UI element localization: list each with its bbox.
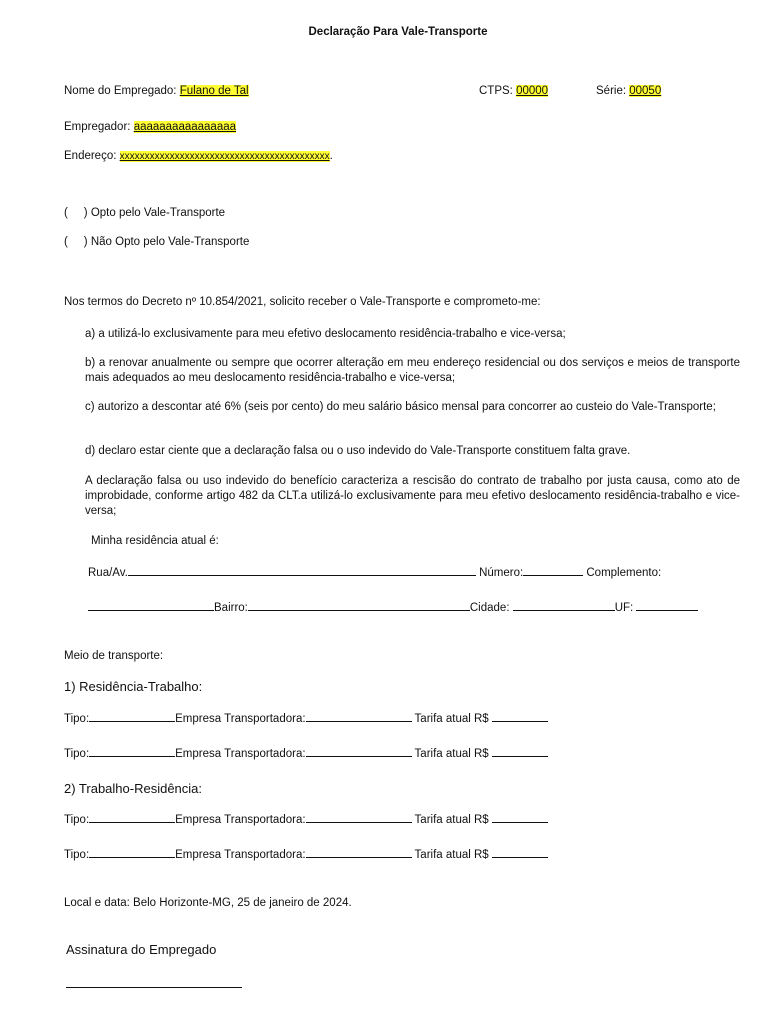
employer-row (64, 121, 236, 133)
bairro-field[interactable] (248, 599, 470, 611)
complement-field[interactable] (88, 599, 214, 611)
empresa-label: Empresa Transportadora: (175, 814, 306, 826)
tipo-field[interactable] (89, 745, 175, 757)
cidade-field[interactable] (513, 599, 615, 611)
transport-row (64, 745, 548, 760)
tarifa-label: Tarifa atual R$ (414, 814, 489, 826)
tarifa-field[interactable] (492, 846, 548, 858)
tarifa-label: Tarifa atual R$ (414, 849, 489, 861)
number-field[interactable] (523, 564, 583, 576)
empresa-field[interactable] (306, 710, 412, 722)
empresa-field[interactable] (306, 745, 412, 757)
clause-d: d) declaro estar ciente que a declaração falsa ou o uso indevido do Vale-Transporte constituem falta grave. (85, 445, 631, 457)
street-label: Rua/Av. (88, 567, 128, 579)
tarifa-label: Tarifa atual R$ (414, 713, 489, 725)
clause-note: A declaração falsa ou uso indevido do benefício caracteriza a rescisão do contrato de trabalho por justa causa, como ato de improbidade, conforme artigo 482 da CLT.a utilizá-lo exclusivamente para meu efetivo deslocamento residência-trabalho e vice-versa; (85, 475, 740, 517)
address-value: xxxxxxxxxxxxxxxxxxxxxxxxxxxxxxxxxxxxxxxxxx (119, 151, 330, 162)
clause-b: b) a renovar anualmente ou sempre que ocorrer alteração em meu endereço residencial ou dos serviços e meios de transporte mais adequados ao meu deslocamento residência-trabalho e vice-versa; (85, 357, 740, 384)
transport-row (64, 811, 548, 826)
employee-name-row (64, 85, 249, 97)
ctps-row (479, 85, 548, 97)
residence-heading: Minha residência atual é: (91, 535, 219, 547)
intro-text: Nos termos do Decreto nº 10.854/2021, solicito receber o Vale-Transporte e comprometo-me: (64, 296, 541, 308)
tipo-field[interactable] (89, 811, 175, 823)
tipo-field[interactable] (89, 710, 175, 722)
clause-a: a) a utilizá-lo exclusivamente para meu efetivo deslocamento residência-trabalho e vice-versa; (85, 328, 566, 340)
tipo-label: Tipo: (64, 814, 90, 826)
tipo-label: Tipo: (64, 849, 90, 861)
tarifa-field[interactable] (492, 745, 548, 757)
tarifa-label: Tarifa atual R$ (414, 748, 489, 760)
section-residence-work: 1) Residência-Trabalho: (64, 679, 203, 694)
address-row (64, 150, 333, 162)
empresa-label: Empresa Transportadora: (175, 713, 306, 725)
opt-out-option[interactable]: ( ) Não Opto pelo Vale-Transporte (64, 236, 250, 248)
complement-label: Complemento: (586, 567, 662, 579)
number-label: Número: (479, 567, 524, 579)
tipo-field[interactable] (89, 846, 175, 858)
page-title: Declaração Para Vale-Transporte (308, 26, 488, 38)
ctps-value: 00000 (516, 85, 549, 97)
signature-label: Assinatura do Empregado (66, 942, 217, 957)
employer-label: Empregador: (64, 121, 131, 133)
employee-name-label: Nome do Empregado: (64, 85, 177, 97)
address-label: Endereço: (64, 150, 117, 162)
district-row (88, 599, 698, 614)
transport-heading: Meio de transporte: (64, 650, 164, 662)
uf-field[interactable] (636, 599, 698, 611)
tarifa-field[interactable] (492, 710, 548, 722)
empresa-label: Empresa Transportadora: (175, 748, 306, 760)
address-end: . (329, 150, 333, 162)
clause-c: c) autorizo a descontar até 6% (seis por cento) do meu salário básico mensal para concorrer ao custeio do Vale-Transporte; (85, 401, 716, 413)
serie-row (596, 85, 661, 97)
empresa-label: Empresa Transportadora: (175, 849, 306, 861)
section-work-residence: 2) Trabalho-Residência: (64, 781, 203, 796)
employee-name-value: Fulano de Tal (179, 85, 249, 97)
transport-row (64, 710, 548, 725)
tarifa-field[interactable] (492, 811, 548, 823)
transport-row (64, 846, 548, 861)
ctps-label: CTPS: (479, 85, 513, 97)
employer-value: aaaaaaaaaaaaaaaa (133, 121, 237, 133)
serie-label: Série: (596, 85, 627, 97)
serie-value: 00050 (629, 85, 662, 97)
empresa-field[interactable] (306, 846, 412, 858)
opt-in-option[interactable]: ( ) Opto pelo Vale-Transporte (64, 207, 226, 219)
place-date: Local e data: Belo Horizonte-MG, 25 de janeiro de 2024. (64, 897, 352, 909)
street-field[interactable] (128, 564, 476, 576)
uf-label: UF: (614, 602, 634, 614)
bairro-label: Bairro: (214, 602, 248, 614)
tipo-label: Tipo: (64, 748, 90, 760)
cidade-label: Cidade: (469, 602, 510, 614)
empresa-field[interactable] (306, 811, 412, 823)
street-row (88, 564, 661, 579)
tipo-label: Tipo: (64, 713, 90, 725)
signature-line[interactable] (66, 977, 242, 988)
